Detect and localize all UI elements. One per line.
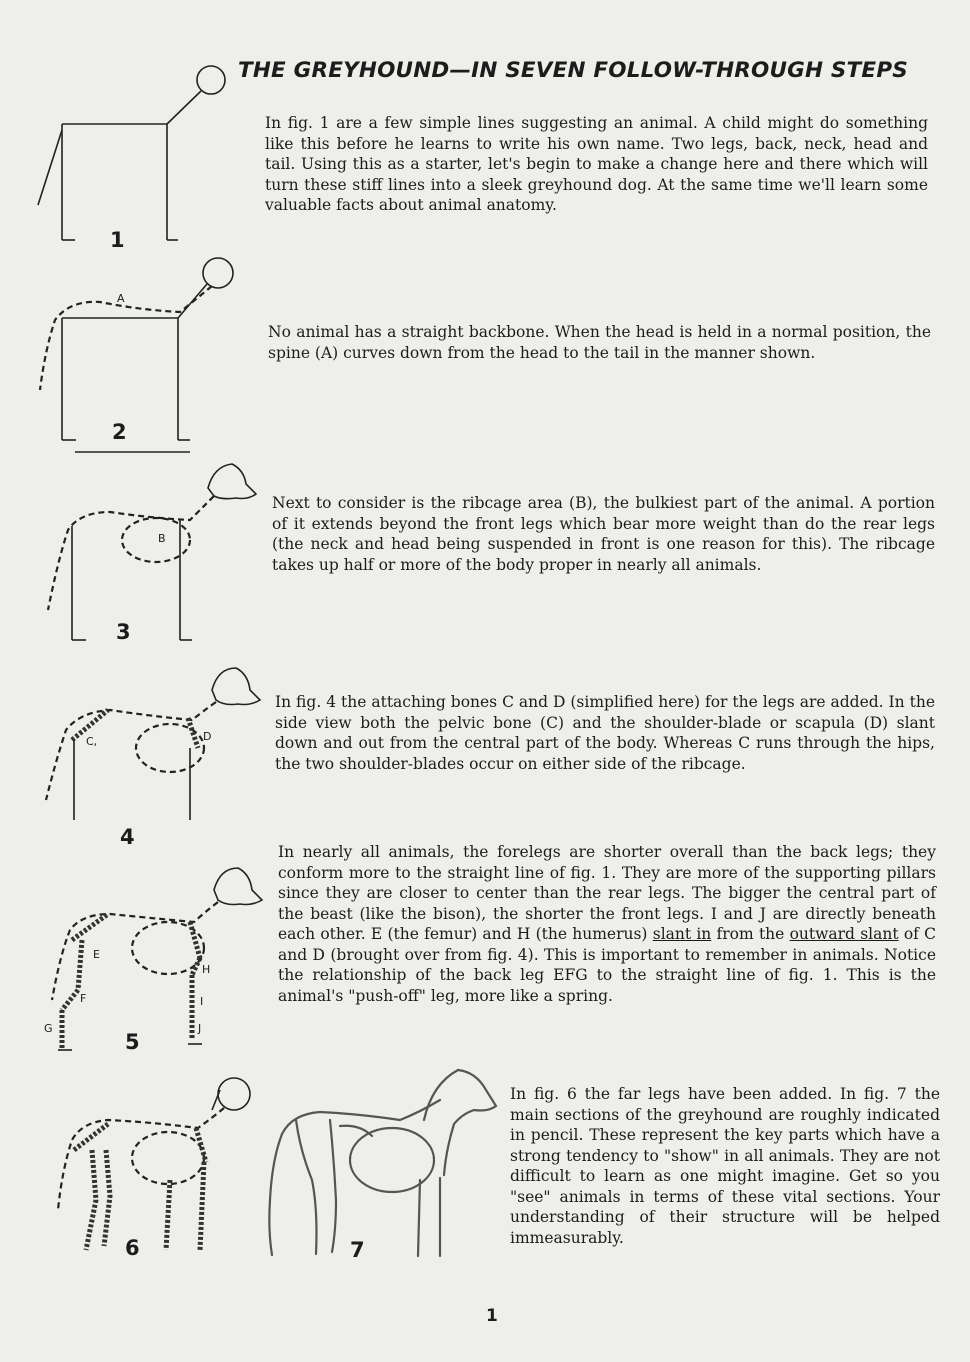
figure-3-ribcage-drawing <box>48 464 256 640</box>
figure-2-spine-drawing <box>40 258 233 452</box>
label-d: D <box>203 730 212 743</box>
figure-number-6: 6 <box>125 1236 140 1260</box>
page-number: 1 <box>486 1306 498 1326</box>
paragraph-fig-3: Next to consider is the ribcage area (B), the bulkiest part of the animal. A portion of it extends beyond the front legs which bear more weight than do the rear legs (the neck and head being suspended in front is one reason for this). The ribcage takes up half or more of the body proper in nearly all animals. <box>272 494 935 574</box>
underlined-slant-in: slant in <box>652 925 712 943</box>
figure-number-2: 2 <box>112 420 127 444</box>
figure-7-greyhound-pencil-drawing <box>269 1070 496 1256</box>
figure-number-5: 5 <box>125 1030 140 1054</box>
label-a: A <box>117 292 125 305</box>
label-h: H <box>202 963 211 976</box>
figure-6-far-legs-drawing <box>58 1078 250 1250</box>
figure-number-7: 7 <box>350 1238 365 1262</box>
paragraph-fig-5-part-1: In nearly all animals, the forelegs are shorter overall than the back legs; they conform more to the straight line of fig. 1. They are more of the supporting pillars since they are closer to center than the rear legs. The bigger the central part of the beast (like the bison), the shorter the front legs. I and J are directly beneath each other. E (the femur) and H (the humerus) <box>278 843 936 943</box>
figure-1-stick-drawing <box>38 66 225 240</box>
figure-number-3: 3 <box>116 620 131 644</box>
label-b: B <box>158 532 166 545</box>
paragraph-fig-6-7: In fig. 6 the far legs have been added. In fig. 7 the main sections of the greyhound are roughly indicated in pencil. These represent the key parts which have a strong tendency to "show" in all animals. They are not difficult to learn as one might imagine. Get so you "see" animals in terms of these vital sections. Your understanding of their structure will be helped immeasurably. <box>510 1085 940 1247</box>
label-g: G <box>44 1022 53 1035</box>
figure-5-legs-drawing <box>52 868 262 1050</box>
paragraph-fig-1: In fig. 1 are a few simple lines suggesting an animal. A child might do something like this before he learns to write his own name. Two legs, back, neck, head and tail. Using this as a starter, let's begin to make a change here and there which will turn these stiff lines into a sleek greyhound dog. At the same time we'll learn some valuable facts about animal anatomy. <box>265 114 928 214</box>
label-c: C, <box>86 735 98 748</box>
label-e: E <box>93 948 100 961</box>
figure-number-4: 4 <box>120 825 135 849</box>
label-f: F <box>80 992 87 1005</box>
label-i: I <box>200 995 204 1008</box>
figure-number-1: 1 <box>110 228 125 252</box>
paragraph-fig-4: In fig. 4 the attaching bones C and D (simplified here) for the legs are added. In the side view both the pelvic bone (C) and the shoulder-blade or scapula (D) slant down and out from the central part of the body. Whereas C runs through the hips, the two shoulder-blades occur on either side of the ribcage. <box>275 693 935 773</box>
paragraph-fig-5-part-3: of C and D (brought over from fig. 4). This is important to remember in animals. Notice the relationship of the back leg EFG to the straight line of fig. 1. This is the animal's "push-off" leg, more like a spring. <box>278 925 936 1005</box>
figure-4-bones-drawing <box>46 668 260 820</box>
label-j: J <box>198 1022 202 1035</box>
paragraph-fig-2: No animal has a straight backbone. When the head is held in a normal position, the spine (A) curves down from the head to the tail in the manner shown. <box>268 323 931 362</box>
underlined-outward-slant: outward slant <box>789 925 899 943</box>
paragraph-fig-5-part-2: from the <box>711 925 790 943</box>
paragraph-fig-5 <box>278 842 936 1006</box>
page-title: THE GREYHOUND—IN SEVEN FOLLOW-THROUGH STEPS <box>238 58 908 83</box>
